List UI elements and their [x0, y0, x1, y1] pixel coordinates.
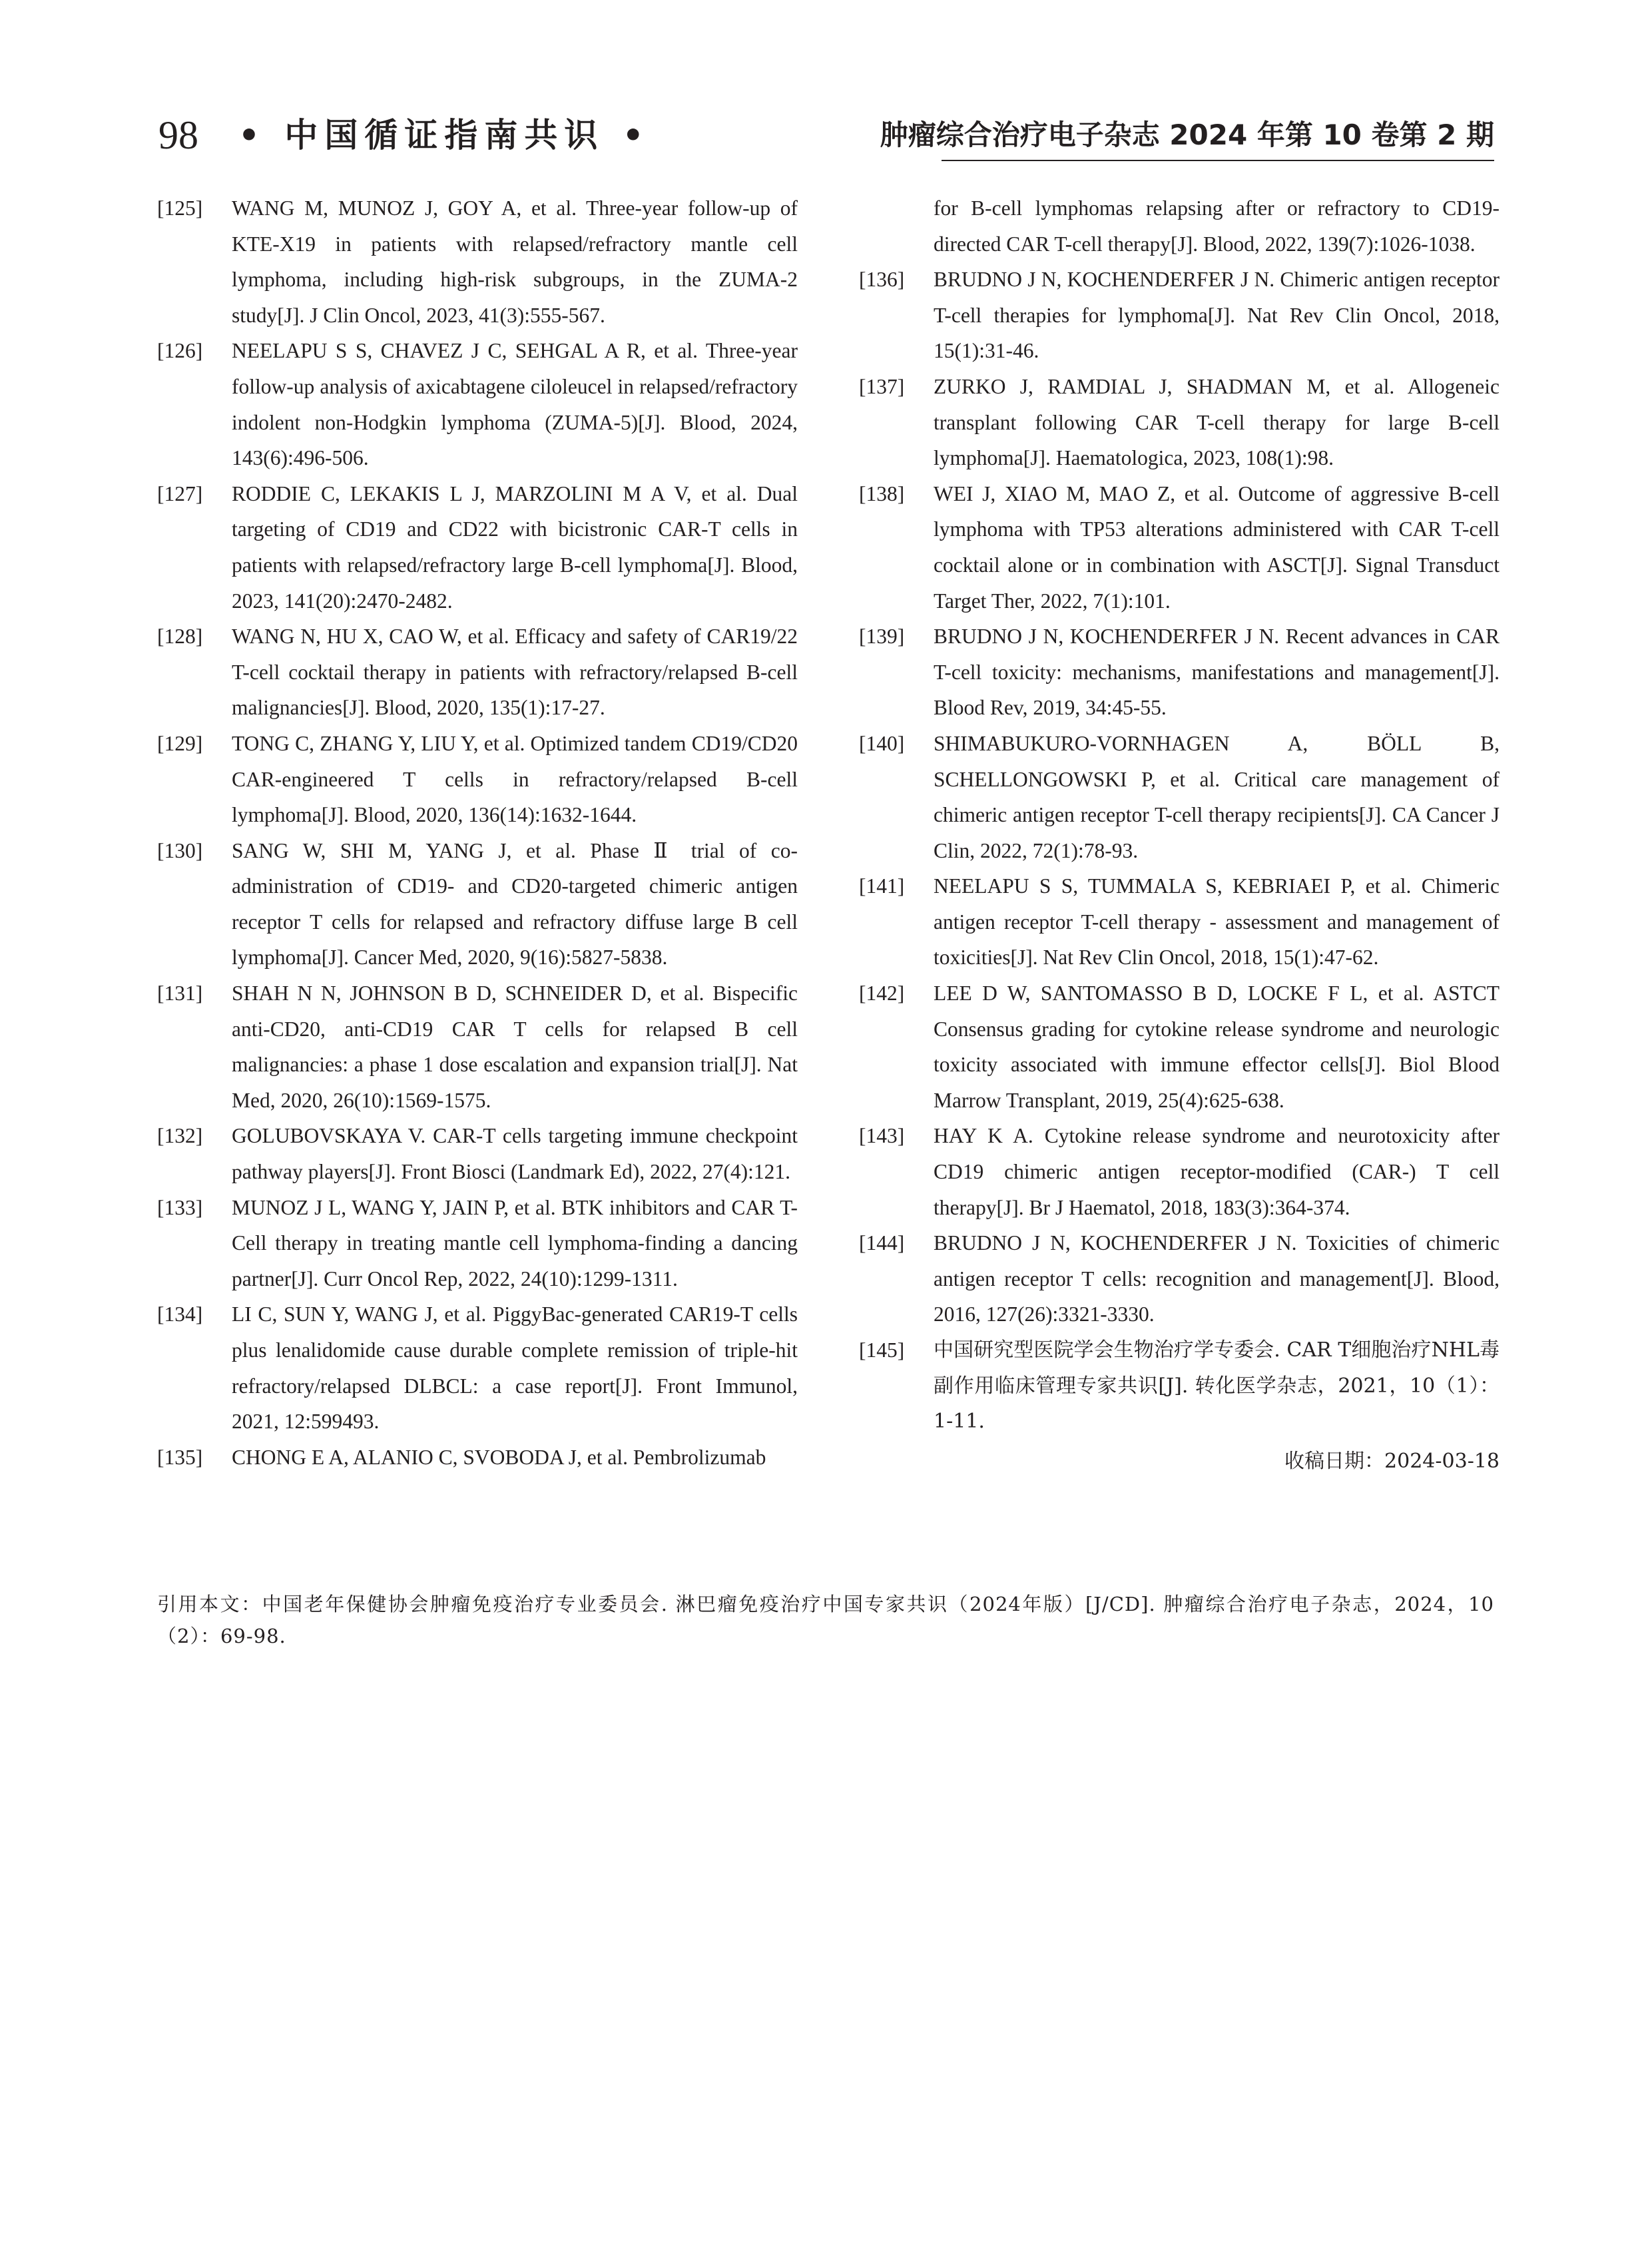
- reference-text: WANG M, MUNOZ J, GOY A, et al. Three-year follow-up of KTE-X19 in patients with relapsed/refractory mantle cell lymphoma, including high-risk subgroups, in the ZUMA-2 study[J]. J Clin Oncol, 2023, 41(3):555-567.: [232, 196, 798, 327]
- reference-item: [157, 726, 798, 833]
- reference-text: SHIMABUKURO-VORNHAGEN A, BÖLL B, SCHELLONGOWSKI P, et al. Critical care management of chimeric antigen receptor T-cell therapy recipients[J]. CA Cancer J Clin, 2022, 72(1):78-93.: [934, 731, 1500, 862]
- reference-item: [859, 1332, 1500, 1440]
- reference-number: [134]: [157, 1302, 203, 1326]
- reference-text: 中国研究型医院学会生物治疗学专委会. CAR T细胞治疗NHL毒副作用临床管理专家共识[J]. 转化医学杂志，2021，10（1）：1-11.: [934, 1338, 1500, 1434]
- reference-item: [859, 1225, 1500, 1332]
- citation-note: 引用本文：中国老年保健协会肿瘤免疫治疗专业委员会. 淋巴瘤免疫治疗中国专家共识（2024年版）[J/CD]. 肿瘤综合治疗电子杂志，2024，10（2）：69-98.: [157, 1593, 1494, 1647]
- reference-item: [859, 976, 1500, 1118]
- reference-item: [157, 619, 798, 726]
- reference-item: [859, 1118, 1500, 1225]
- reference-item: [157, 833, 798, 976]
- reference-text: SANG W, SHI M, YANG J, et al. Phase Ⅱ trial of co-administration of CD19- and CD20-targeted chimeric antigen receptor T cells for relapsed and refractory diffuse large B cell lymphoma[J]. Cancer Med, 2020, 9(16):5827-5838.: [232, 838, 798, 970]
- reference-item: [157, 1296, 798, 1439]
- reference-number: [138]: [859, 481, 905, 505]
- reference-text: ZURKO J, RAMDIAL J, SHADMAN M, et al. Allogeneic transplant following CAR T-cell therapy for large B-cell lymphoma[J]. Haematologica, 2023, 108(1):98.: [934, 374, 1500, 470]
- reference-number: [127]: [157, 481, 203, 505]
- reference-number: [135]: [157, 1445, 203, 1469]
- reference-text: GOLUBOVSKAYA V. CAR-T cells targeting immune checkpoint pathway players[J]. Front Biosci (Landmark Ed), 2022, 27(4):121.: [232, 1124, 798, 1184]
- reference-text: SHAH N N, JOHNSON B D, SCHNEIDER D, et al. Bispecific anti-CD20, anti-CD19 CAR T cells for relapsed B cell malignancies: a phase 1 dose escalation and expansion trial[J]. Nat Med, 2020, 26(10):1569-1575.: [232, 981, 798, 1112]
- reference-number: [130]: [157, 838, 203, 862]
- reference-text: RODDIE C, LEKAKIS L J, MARZOLINI M A V, et al. Dual targeting of CD19 and CD22 with bicistronic CAR-T cells in patients with relapsed/refractory large B-cell lymphoma[J]. Blood, 2023, 141(20):2470-2482.: [232, 481, 798, 613]
- reference-number: [145]: [859, 1338, 905, 1362]
- reference-continuation: for B-cell lymphomas relapsing after or refractory to CD19-directed CAR T-cell therapy[J]. Blood, 2022, 139(7):1026-1038.: [934, 196, 1500, 256]
- reference-number: [137]: [859, 374, 905, 398]
- reference-number: [125]: [157, 196, 203, 220]
- reference-item: [859, 262, 1500, 369]
- reference-text: HAY K A. Cytokine release syndrome and neurotoxicity after CD19 chimeric antigen receptor-modified (CAR-) T cell therapy[J]. Br J Haematol, 2018, 183(3):364-374.: [934, 1124, 1500, 1219]
- reference-text: BRUDNO J N, KOCHENDERFER J N. Toxicities of chimeric antigen receptor T cells: recognition and management[J]. Blood, 2016, 127(26):3321-3330.: [934, 1231, 1500, 1326]
- reference-item: [157, 1118, 798, 1189]
- reference-item: [157, 1190, 798, 1297]
- reference-number: [133]: [157, 1195, 203, 1219]
- reference-text: BRUDNO J N, KOCHENDERFER J N. Recent advances in CAR T-cell toxicity: mechanisms, manifestations and management[J]. Blood Rev, 2019, 34:45-55.: [934, 625, 1500, 720]
- reference-number: [129]: [157, 731, 203, 755]
- reference-number: [136]: [859, 268, 905, 292]
- reference-item: [157, 333, 798, 475]
- journal-title: 肿瘤综合治疗电子杂志 2024 年第 10 卷第 2 期: [880, 119, 1494, 151]
- page-number: 98: [158, 113, 198, 157]
- reference-number: [140]: [859, 731, 905, 755]
- section-title: • 中国循证指南共识 •: [238, 115, 651, 154]
- references-left-column: [157, 190, 798, 1475]
- reference-number: [144]: [859, 1231, 905, 1255]
- reference-number: [139]: [859, 625, 905, 649]
- reference-text: MUNOZ J L, WANG Y, JAIN P, et al. BTK inhibitors and CAR T-Cell therapy in treating mantle cell lymphoma-finding a dancing partner[J]. Curr Oncol Rep, 2022, 24(10):1299-1311.: [232, 1195, 798, 1290]
- reference-text: CHONG E A, ALANIO C, SVOBODA J, et al. Pembrolizumab: [232, 1445, 766, 1469]
- reference-number: [141]: [859, 874, 905, 898]
- reference-item: [859, 868, 1500, 976]
- reference-number: [131]: [157, 981, 203, 1005]
- reference-item: [157, 190, 798, 333]
- reference-number: [143]: [859, 1124, 905, 1148]
- reference-item: [157, 976, 798, 1118]
- page-header: [158, 105, 1494, 165]
- reference-item: [157, 476, 798, 619]
- reference-text: NEELAPU S S, CHAVEZ J C, SEHGAL A R, et al. Three-year follow-up analysis of axicabtagene ciloleucel in relapsed/refractory indolent non-Hodgkin lymphoma (ZUMA-5)[J]. Blood, 2024, 143(6):496-506.: [232, 339, 798, 470]
- reference-item: [859, 726, 1500, 868]
- reference-item: [859, 369, 1500, 476]
- reference-number: [142]: [859, 981, 905, 1005]
- references-right-column: [859, 190, 1500, 1479]
- reference-text: WANG N, HU X, CAO W, et al. Efficacy and safety of CAR19/22 T-cell cocktail therapy in patients with refractory/relapsed B-cell malignancies[J]. Blood, 2020, 135(1):17-27.: [232, 625, 798, 720]
- reference-item: [859, 619, 1500, 726]
- reference-text: NEELAPU S S, TUMMALA S, KEBRIAEI P, et al. Chimeric antigen receptor T-cell therapy - assessment and management of toxicities[J]. Nat Rev Clin Oncol, 2018, 15(1):47-62.: [934, 874, 1500, 970]
- reference-number: [128]: [157, 625, 203, 649]
- reference-text: BRUDNO J N, KOCHENDERFER J N. Chimeric antigen receptor T-cell therapies for lymphoma[J]. Nat Rev Clin Oncol, 2018, 15(1):31-46.: [934, 268, 1500, 363]
- reference-text: LEE D W, SANTOMASSO B D, LOCKE F L, et al. ASTCT Consensus grading for cytokine release syndrome and neurologic toxicity associated with immune effector cells[J]. Biol Blood Marrow Transplant, 2019, 25(4):625-638.: [934, 981, 1500, 1112]
- reference-text: TONG C, ZHANG Y, LIU Y, et al. Optimized tandem CD19/CD20 CAR-engineered T cells in refractory/relapsed B-cell lymphoma[J]. Blood, 2020, 136(14):1632-1644.: [232, 731, 798, 827]
- reference-item: [859, 476, 1500, 619]
- header-rule: [942, 160, 1494, 161]
- reference-text: WEI J, XIAO M, MAO Z, et al. Outcome of aggressive B-cell lymphoma with TP53 alterations administered with CAR T-cell cocktail alone or in combination with ASCT[J]. Signal Transduct Target Ther, 2022, 7(1):101.: [934, 481, 1500, 613]
- received-date: 收稿日期：2024-03-18: [1284, 1449, 1500, 1473]
- reference-number: [132]: [157, 1124, 203, 1148]
- reference-number: [126]: [157, 339, 203, 363]
- reference-item: [157, 1440, 798, 1476]
- reference-text: LI C, SUN Y, WANG J, et al. PiggyBac-generated CAR19-T cells plus lenalidomide cause durable complete remission of triple-hit refractory/relapsed DLBCL: a case report[J]. Front Immunol, 2021, 12:599493.: [232, 1302, 798, 1434]
